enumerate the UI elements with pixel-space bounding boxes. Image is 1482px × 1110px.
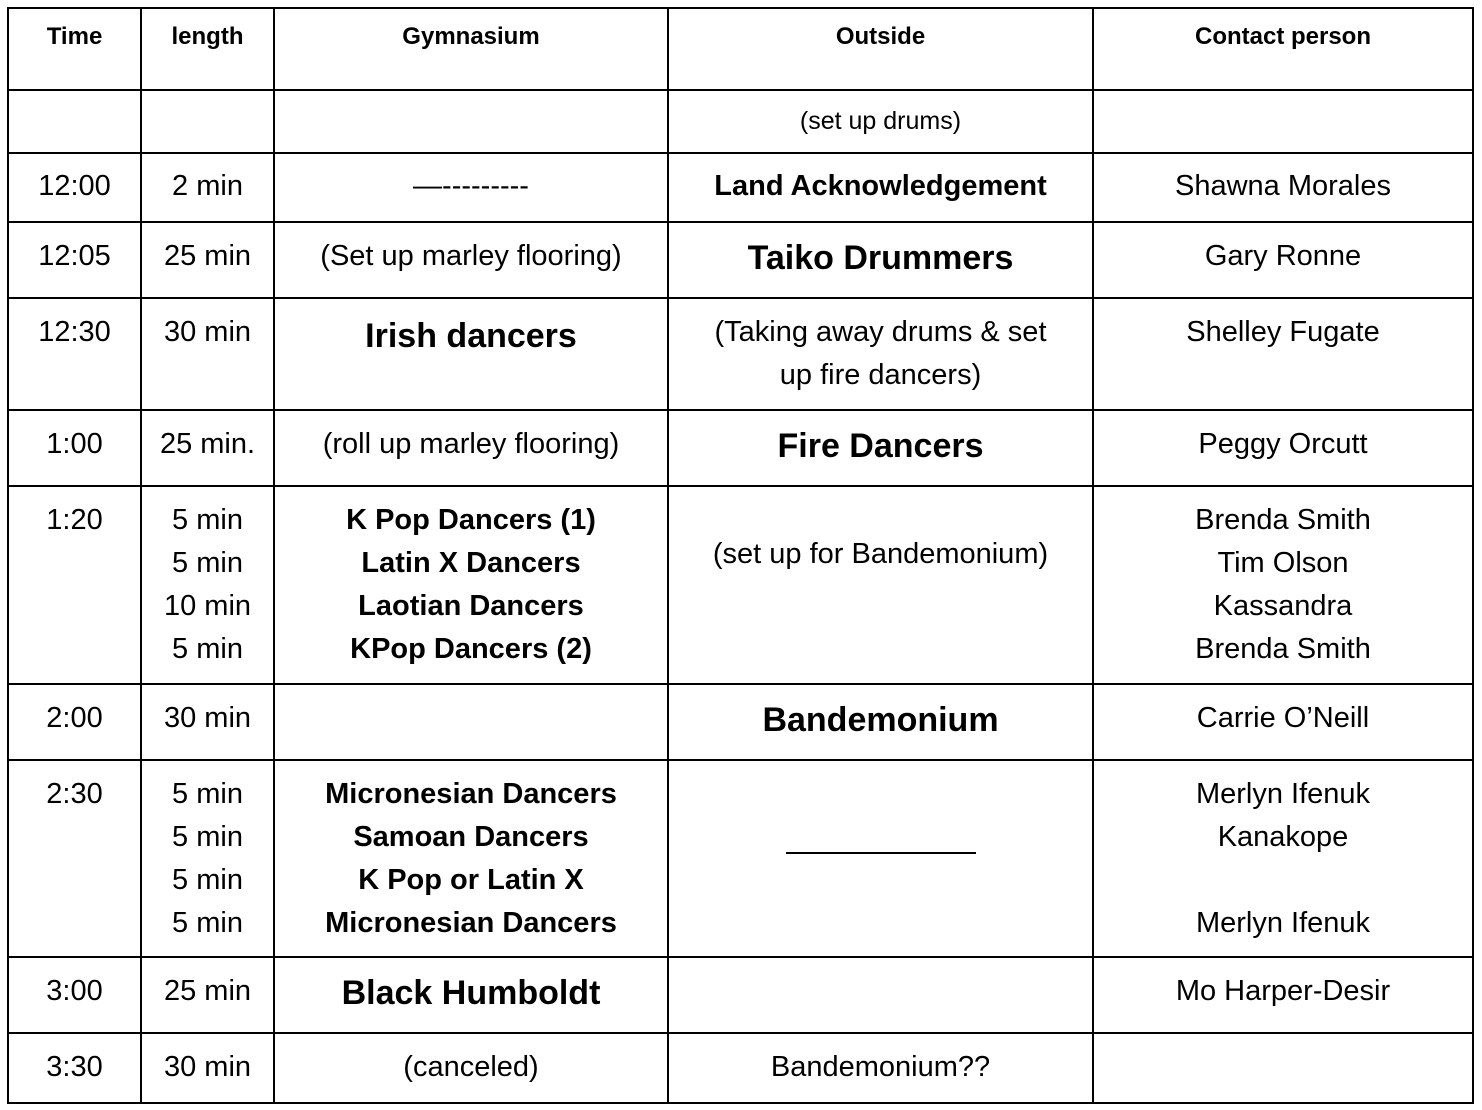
outside-cell	[668, 957, 1093, 1033]
gymnasium-cell	[274, 410, 668, 486]
length-cell	[141, 298, 274, 410]
contact-cell	[1093, 486, 1473, 684]
gymnasium-line: (Set up marley flooring)	[320, 240, 622, 272]
prep-contact-cell	[1093, 90, 1473, 153]
schedule-row	[8, 760, 1473, 957]
schedule-row	[8, 222, 1473, 298]
contact-cell	[1093, 410, 1473, 486]
contact-line: Mo Harper-Desir	[1175, 975, 1391, 1007]
length-line: 25 min	[163, 975, 252, 1007]
contact-line: Kanakope	[1217, 821, 1349, 853]
divider-rule	[786, 852, 976, 854]
schedule-row	[8, 153, 1473, 222]
blank-line	[1100, 859, 1466, 902]
length-line: 5 min	[172, 547, 243, 579]
gymnasium-line: (roll up marley flooring)	[322, 428, 620, 460]
gymnasium-cell	[274, 684, 668, 760]
time-cell: 12:00	[8, 153, 141, 222]
time-cell: 2:00	[8, 684, 141, 760]
schedule-row	[8, 486, 1473, 684]
length-cell	[141, 957, 274, 1033]
contact-line: Shelley Fugate	[1186, 316, 1380, 348]
outside-line: up fire dancers)	[779, 359, 982, 391]
gymnasium-line: Latin X Dancers	[361, 547, 581, 579]
contact-line: Peggy Orcutt	[1198, 428, 1368, 460]
length-line: 5 min	[172, 864, 243, 896]
outside-line: Land Acknowledgement	[714, 170, 1047, 202]
contact-cell	[1093, 153, 1473, 222]
outside-cell	[668, 410, 1093, 486]
schedule-body	[8, 90, 1473, 1103]
prep-outside-cell: (set up drums)	[668, 90, 1093, 153]
schedule-table	[7, 7, 1474, 1104]
length-line: 5 min	[172, 821, 243, 853]
gymnasium-line: K Pop Dancers (1)	[346, 504, 596, 536]
outside-line: Bandemonium??	[770, 1051, 991, 1083]
gymnasium-cell	[274, 957, 668, 1033]
outside-cell	[668, 760, 1093, 957]
length-cell	[141, 684, 274, 760]
header-row	[8, 8, 1473, 90]
length-line: 5 min	[172, 504, 243, 536]
gymnasium-line: —---------	[413, 170, 529, 202]
header-contact-person: Contact person	[1093, 8, 1473, 90]
outside-line: (set up for Bandemonium)	[712, 538, 1049, 570]
prep-length-cell	[141, 90, 274, 153]
outside-cell	[668, 298, 1093, 410]
time-cell: 12:30	[8, 298, 141, 410]
contact-line: Merlyn Ifenuk	[1195, 778, 1371, 810]
gymnasium-line: Micronesian Dancers	[325, 907, 617, 939]
gymnasium-line: Irish dancers	[365, 317, 577, 355]
time-cell: 12:05	[8, 222, 141, 298]
gymnasium-line: Black Humboldt	[341, 974, 601, 1012]
gymnasium-line: Samoan Dancers	[353, 821, 589, 853]
outside-cell	[668, 153, 1093, 222]
header-length: length	[141, 8, 274, 90]
contact-line: Brenda Smith	[1195, 504, 1371, 536]
schedule-row	[8, 684, 1473, 760]
contact-line: Carrie O’Neill	[1196, 702, 1370, 734]
header-outside: Outside	[668, 8, 1093, 90]
contact-line: Kassandra	[1213, 590, 1353, 622]
contact-line: Shawna Morales	[1175, 170, 1391, 202]
length-cell	[141, 486, 274, 684]
length-line: 5 min	[172, 778, 243, 810]
length-cell	[141, 760, 274, 957]
outside-line: Fire Dancers	[777, 427, 984, 465]
prep-gym-cell	[274, 90, 668, 153]
time-cell: 1:00	[8, 410, 141, 486]
schedule-row	[8, 957, 1473, 1033]
time-cell: 3:00	[8, 957, 141, 1033]
length-line: 25 min.	[159, 428, 256, 460]
prep-time-cell	[8, 90, 141, 153]
contact-cell	[1093, 222, 1473, 298]
schedule-row	[8, 298, 1473, 410]
outside-cell	[668, 1033, 1093, 1103]
contact-line: Merlyn Ifenuk	[1195, 907, 1371, 939]
contact-line: Brenda Smith	[1195, 633, 1371, 665]
gymnasium-cell	[274, 760, 668, 957]
header-time: Time	[8, 8, 141, 90]
outside-line: Taiko Drummers	[747, 239, 1014, 277]
prep-row	[8, 90, 1473, 153]
gymnasium-line: Micronesian Dancers	[325, 778, 617, 810]
gymnasium-line: Laotian Dancers	[358, 590, 584, 622]
length-line: 30 min	[163, 1051, 252, 1083]
gymnasium-cell	[274, 222, 668, 298]
gymnasium-line: KPop Dancers (2)	[350, 633, 592, 665]
length-line: 5 min	[172, 907, 243, 939]
contact-cell	[1093, 957, 1473, 1033]
outside-cell	[668, 684, 1093, 760]
length-line: 30 min	[163, 316, 252, 348]
outside-cell	[668, 222, 1093, 298]
outside-line: Bandemonium	[762, 701, 999, 739]
length-cell	[141, 410, 274, 486]
gymnasium-cell	[274, 1033, 668, 1103]
time-cell: 1:20	[8, 486, 141, 684]
length-line: 2 min	[172, 170, 243, 202]
outside-cell	[668, 486, 1093, 684]
length-cell	[141, 222, 274, 298]
contact-line: Gary Ronne	[1204, 240, 1362, 272]
gymnasium-line: (canceled)	[403, 1051, 539, 1083]
contact-cell	[1093, 1033, 1473, 1103]
gymnasium-cell	[274, 298, 668, 410]
contact-cell	[1093, 298, 1473, 410]
contact-cell	[1093, 684, 1473, 760]
length-line: 30 min	[163, 702, 252, 734]
schedule-row	[8, 410, 1473, 486]
contact-line: Tim Olson	[1217, 547, 1349, 579]
length-cell	[141, 153, 274, 222]
gymnasium-line: K Pop or Latin X	[358, 864, 584, 896]
schedule-row	[8, 1033, 1473, 1103]
length-line: 5 min	[172, 633, 243, 665]
gymnasium-cell	[274, 153, 668, 222]
length-line: 25 min	[163, 240, 252, 272]
length-cell	[141, 1033, 274, 1103]
gymnasium-cell	[274, 486, 668, 684]
time-cell: 3:30	[8, 1033, 141, 1103]
time-cell: 2:30	[8, 760, 141, 957]
length-line: 10 min	[163, 590, 252, 622]
outside-line: (Taking away drums & set	[714, 316, 1047, 348]
header-gymnasium: Gymnasium	[274, 8, 668, 90]
contact-cell	[1093, 760, 1473, 957]
